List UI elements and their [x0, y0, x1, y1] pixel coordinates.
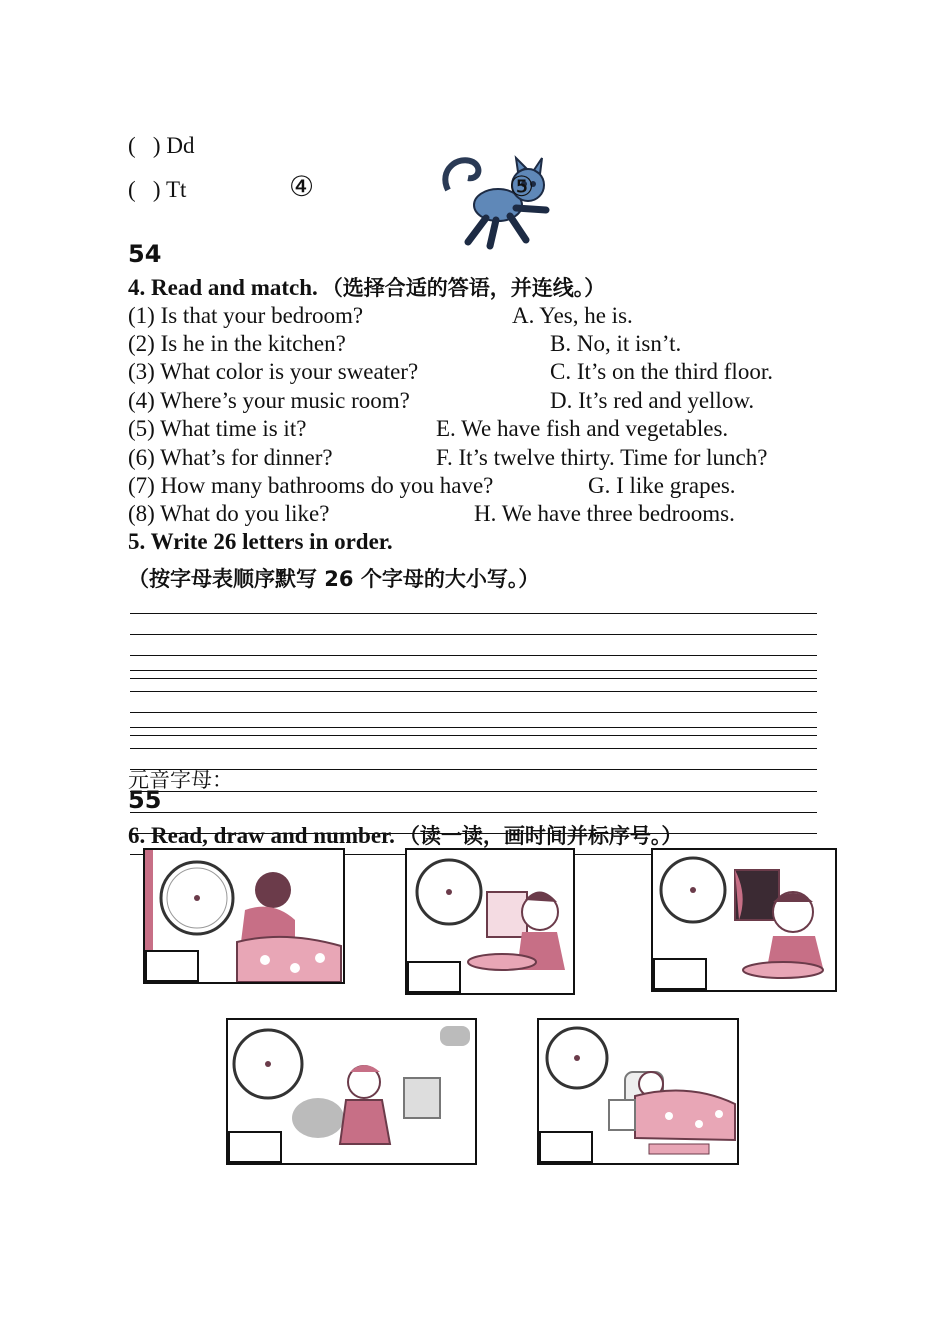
section-title: 4. Read and match. — [128, 275, 318, 300]
writing-line[interactable] — [130, 712, 817, 713]
alarm-clock-icon — [234, 1030, 302, 1098]
page-number: 54 — [128, 240, 162, 268]
writing-line[interactable] — [130, 655, 817, 656]
question-5[interactable]: (5) What time is it? — [128, 416, 307, 441]
page-number: 55 — [128, 786, 162, 814]
answer-paren-close: ) — [152, 133, 161, 158]
alarm-clock-icon — [547, 1028, 607, 1088]
number-answer-box[interactable] — [145, 950, 199, 982]
number-answer-box[interactable] — [539, 1131, 593, 1163]
picture-girl-eating-breakfast — [405, 848, 575, 995]
writing-line[interactable] — [130, 748, 817, 749]
match-item-tt — [128, 176, 186, 204]
answer-a[interactable]: A. Yes, he is. — [512, 303, 633, 328]
section-5-subtitle: （按字母表顺序默写 26 个字母的大小写。） — [128, 567, 540, 591]
answer-paren-close: ) — [152, 177, 161, 202]
answer-h[interactable]: H. We have three bedrooms. — [474, 501, 735, 526]
writing-line[interactable] — [130, 670, 817, 671]
section-4-heading — [128, 272, 605, 302]
writing-line[interactable] — [130, 613, 817, 614]
writing-line[interactable] — [130, 691, 817, 692]
writing-line[interactable] — [130, 769, 817, 770]
cat-illustration — [438, 150, 558, 250]
answer-c[interactable]: C. It’s on the third floor. — [550, 359, 773, 384]
section-6-heading — [128, 820, 682, 850]
question-7[interactable]: (7) How many bathrooms do you have? — [128, 473, 494, 498]
answer-f[interactable]: F. It’s twelve thirty. Time for lunch? — [436, 445, 768, 470]
number-answer-box[interactable] — [407, 961, 461, 993]
match-item-dd — [128, 132, 194, 160]
letter-pair: Tt — [165, 177, 187, 202]
answer-paren-open[interactable]: ( — [128, 177, 136, 202]
number-answer-box[interactable] — [228, 1131, 282, 1163]
vowels-label: 元音字母： — [128, 768, 233, 792]
question-3[interactable]: (3) What color is your sweater? — [128, 359, 419, 384]
writing-line[interactable] — [130, 791, 817, 792]
question-8[interactable]: (8) What do you like? — [128, 501, 330, 526]
section-title: 6. Read, draw and number. — [128, 823, 395, 848]
alarm-clock-icon — [161, 862, 233, 934]
alarm-clock-icon — [417, 860, 481, 924]
writing-line[interactable] — [130, 678, 817, 679]
number-answer-box[interactable] — [653, 958, 707, 990]
alarm-clock-icon — [661, 858, 725, 922]
section-subtitle: （选择合适的答语，并连线。） — [321, 276, 606, 300]
letter-pair: Dd — [166, 133, 195, 158]
answer-g[interactable]: G. I like grapes. — [588, 473, 736, 498]
writing-line[interactable] — [130, 735, 817, 736]
writing-line[interactable] — [130, 812, 817, 813]
question-6[interactable]: (6) What’s for dinner? — [128, 445, 333, 470]
circled-number-4: ④ — [289, 170, 315, 203]
circled-number-5: ⑤ — [509, 170, 535, 203]
picture-girl-at-dinner — [651, 848, 837, 992]
answer-d[interactable]: D. It’s red and yellow. — [550, 388, 755, 413]
answer-b[interactable]: B. No, it isn’t. — [550, 331, 682, 356]
writing-line[interactable] — [130, 727, 817, 728]
question-4[interactable]: (4) Where’s your music room? — [128, 388, 410, 413]
question-1[interactable]: (1) Is that your bedroom? — [128, 303, 364, 328]
section-5-title: 5. Write 26 letters in order. — [128, 529, 393, 554]
answer-paren-open[interactable]: ( — [128, 133, 136, 158]
section-subtitle: （读一读，画时间并标序号。） — [398, 824, 683, 848]
question-2[interactable]: (2) Is he in the kitchen? — [128, 331, 346, 356]
writing-line[interactable] — [130, 634, 817, 635]
picture-girl-going-to-school — [226, 1018, 477, 1165]
picture-girl-sleeping — [537, 1018, 739, 1165]
answer-e[interactable]: E. We have fish and vegetables. — [436, 416, 729, 441]
picture-boy-in-bed — [143, 848, 345, 984]
